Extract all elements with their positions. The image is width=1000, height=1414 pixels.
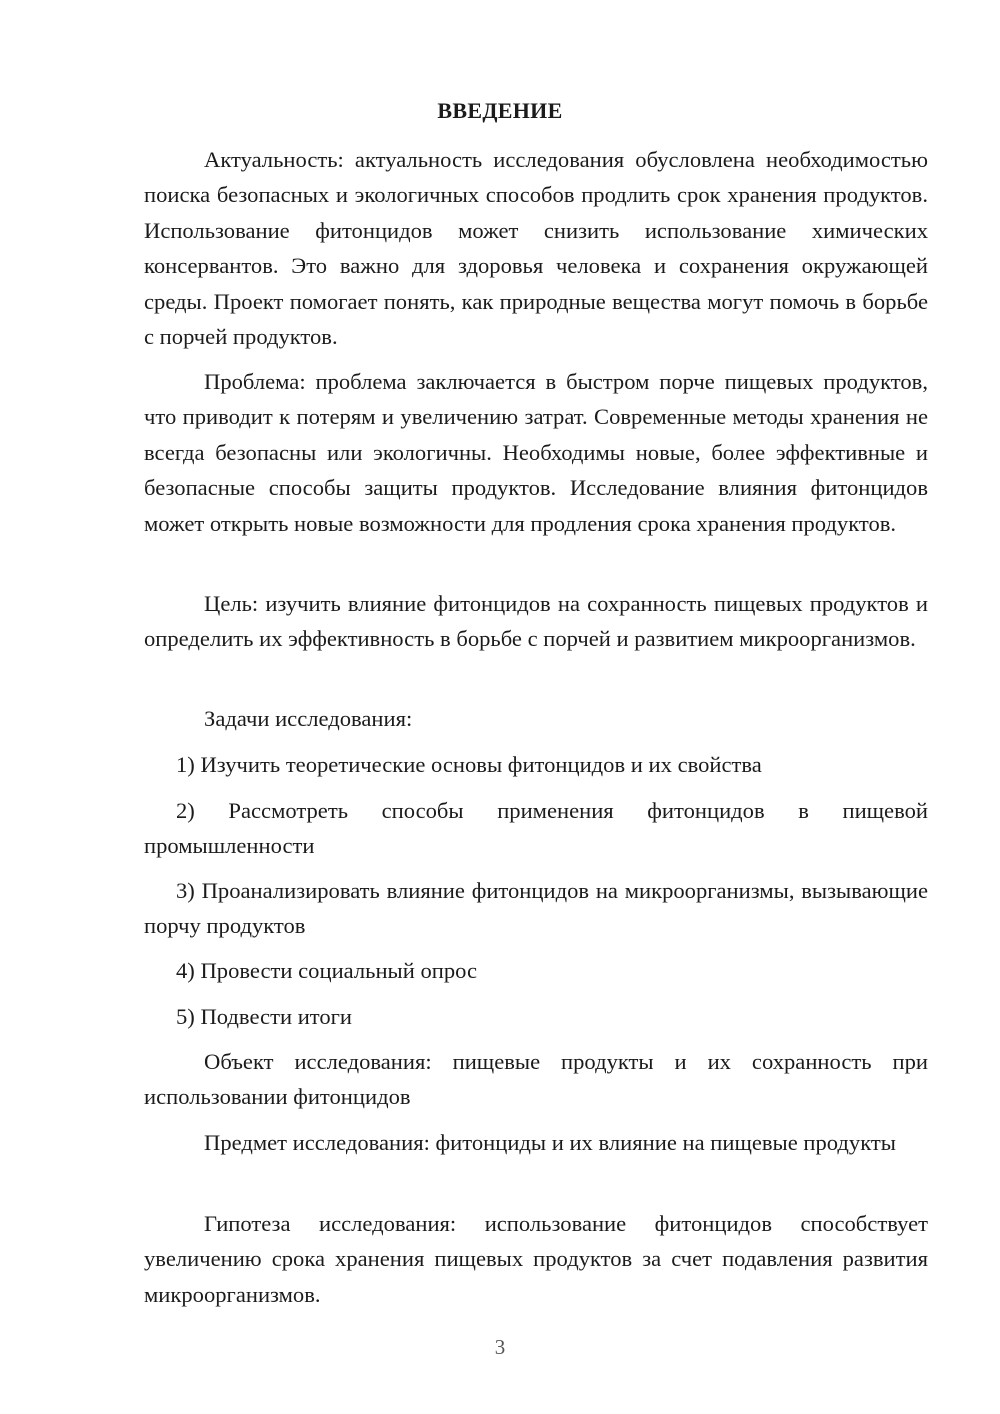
problem-paragraph: Проблема: проблема заключается в быстром порче пищевых продуктов, что приводит к потерям и увеличению затрат. Современные методы хранения не всегда безопасны или экологичны. Необходимы новые, более эффективные и безопасные способы защиты продуктов. Исследование влияния фитонцидов может открыть новые возможности для продления срока хранения продуктов. (144, 369, 928, 536)
page-number: 3 (494, 1335, 506, 1359)
subject-paragraph: Предмет исследования: фитонциды и их влияние на пищевые продукты (204, 1130, 896, 1155)
task-item-2: 2) Рассмотреть способы применения фитонцидов в пищевой промышленности (144, 798, 928, 859)
task-item-1: 1) Изучить теоретические основы фитонцидов и их свойства (176, 752, 762, 777)
goal-paragraph: Цель: изучить влияние фитонцидов на сохранность пищевых продуктов и определить их эффективность в борьбе с порчей и развитием микроорганизмов. (144, 591, 928, 652)
task-item-3: 3) Проанализировать влияние фитонцидов на микроорганизмы, вызывающие порчу продуктов (144, 878, 928, 939)
object-paragraph: Объект исследования: пищевые продукты и их сохранность при использовании фитонцидов (144, 1049, 928, 1110)
relevance-paragraph: Актуальность: актуальность исследования обусловлена необходимостью поиска безопасных и экологичных способов продлить срок хранения продуктов. Использование фитонцидов может снизить использование химических консервантов. Это важно для здоровья человека и сохранения окружающей среды. Проект помогает понять, как природные вещества могут помочь в борьбе с порчей продуктов. (144, 147, 928, 350)
task-item-4: 4) Провести социальный опрос (176, 958, 478, 983)
section-title: ВВЕДЕНИЕ (437, 98, 563, 123)
hypothesis-paragraph: Гипотеза исследования: использование фитонцидов способствует увеличению срока хранения пищевых продуктов за счет подавления развития микроорганизмов. (144, 1211, 928, 1307)
tasks-heading: Задачи исследования: (204, 706, 413, 731)
task-item-5: 5) Подвести итоги (176, 1004, 353, 1029)
